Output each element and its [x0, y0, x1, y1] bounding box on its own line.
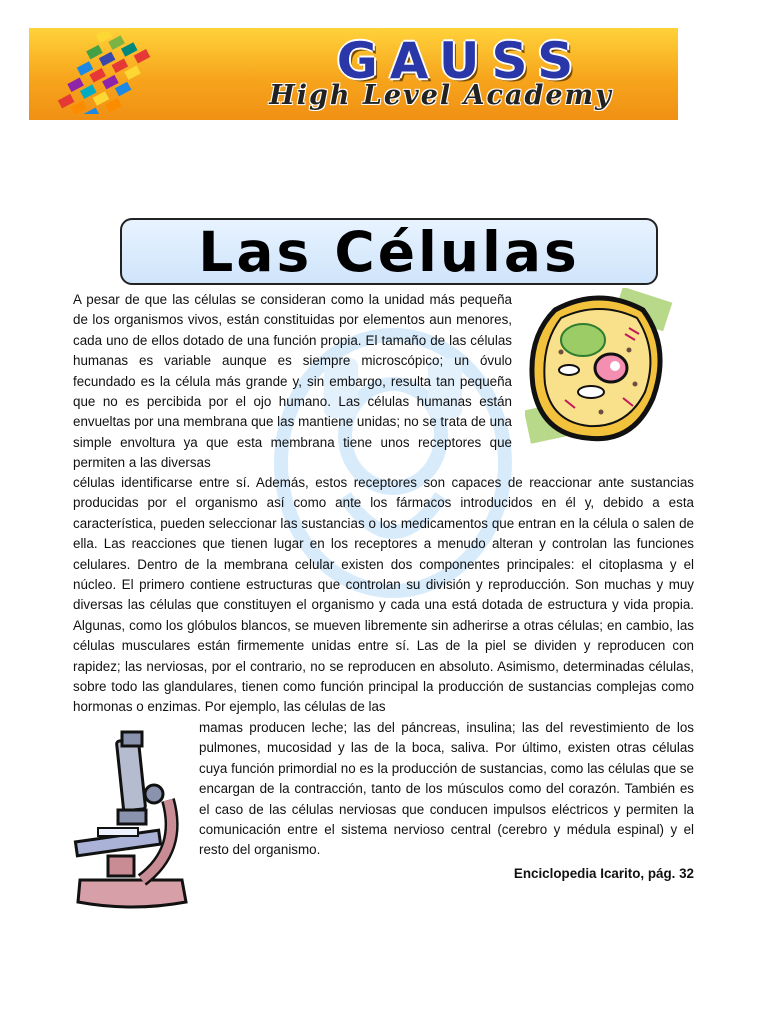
animal-cell-icon: [525, 288, 673, 446]
brand-slogan: High Level Academy: [269, 80, 613, 111]
header-banner: [29, 28, 678, 120]
brand-name: GAUSS: [336, 32, 586, 90]
page-title: Las Células: [198, 219, 580, 284]
title-banner: [120, 218, 658, 285]
paragraph-body: células identificarse entre sí. Además, estos receptores son capaces de reaccionar ante sustancias producidas por el organismo así como ante los fármacos introducidos en él y, debido a esta característica, pueden seleccionar las sustancias o los medicamentos que entran en la célula o salen de ella. Las reacciones que tienen lugar en los receptores a menudo alteran y controlan las funciones celulares. Dentro de la membrana celular existen dos componentes principales: el citoplasma y el núcleo. El primero contiene estructuras que controlan su división y reproducción. Son muchas y muy diversas las células que constituyen el organismo y cada una está dotada de estructura y vida propia. Algunas, como los glóbulos blancos, se mueven libremente sin adherirse a otras células; en cambio, las células musculares están firmemente unidas entre sí. Las de la piel se dividen y reproducen con rapidez; las nerviosas, por el contrario, no se reproducen en absoluto. Asimismo, determinadas células, sobre todo las glandulares, tienen como función principal la producción de sustancias complejas como hormonas o enzimas. Por ejemplo, las células de las: [73, 475, 694, 715]
paragraph-intro: A pesar de que las células se consideran como la unidad más pequeña de los organismos vivos, están constituidas por elementos aun menores, cada uno de ellos dotado de una función propia. El tamaño de las células humanas es variable aunque es siempre microscópico; un óvulo fecundado es la célula más grande y, sin embargo, resulta tan pequeña que no es percibida por el ojo humano. Las células humanas están envueltas por una membrana que las mantiene unidas; no se trata de una simple envoltura ya que esta membrana tiene unos receptores que permiten a las diversas: [73, 292, 512, 471]
diamond-grid-logo-icon: [33, 32, 203, 114]
source-citation: Enciclopedia Icarito, pág. 32: [513, 866, 694, 881]
paragraph-closing: mamas producen leche; las del páncreas, insulina; las del revestimiento de los pulmones, mucosidad y las de la boca, saliva. Por último, existen otras células cuya función primordial no es la producción de sustancias, como las células que se encargan de la contracción, tanto de los músculos como del corazón. También es el caso de las células nerviosas que conducen impulsos eléctricos y permiten la comunicación entre el sistema nervioso central (cerebro y médula espinal) y el resto del organismo.: [199, 720, 694, 858]
microscope-icon: [72, 730, 190, 914]
